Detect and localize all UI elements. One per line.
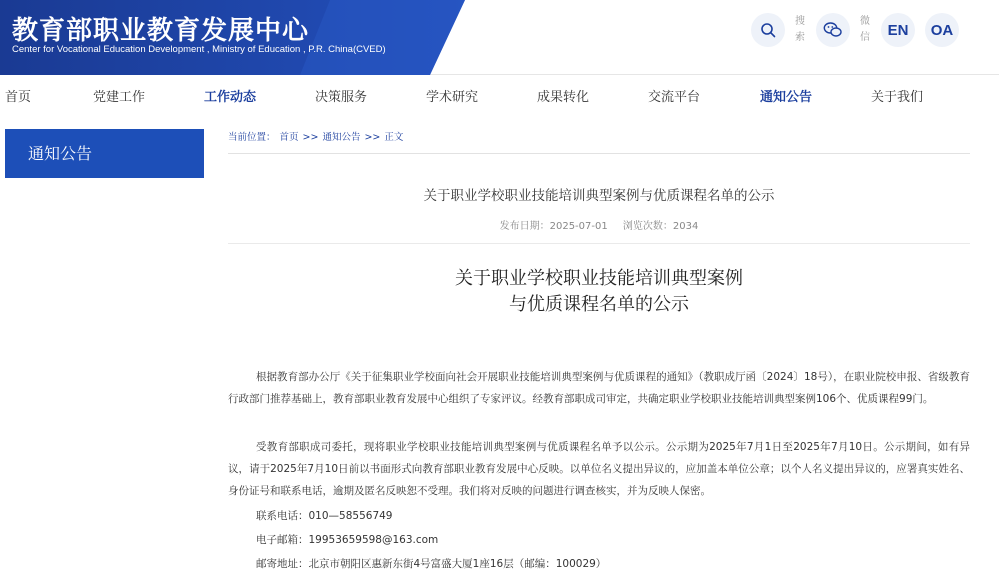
search-icon — [760, 22, 776, 38]
nav-item-work-news[interactable]: 工作动态 — [204, 90, 257, 105]
article-heading-line1: 关于职业学校职业技能培训典型案例 — [455, 268, 743, 289]
breadcrumb-separator: >> — [364, 132, 381, 143]
site-subtitle: Center for Vocational Education Development , Ministry of Education , P.R. China(CVED) — [12, 44, 386, 55]
nav-item-research[interactable]: 学术研究 — [426, 90, 479, 105]
wechat-icon — [823, 21, 843, 39]
oa-label: OA — [930, 21, 954, 39]
meta-divider — [228, 243, 970, 244]
article-title: 关于职业学校职业技能培训典型案例与优质课程名单的公示 — [423, 188, 775, 204]
wechat-label: 微信 — [860, 16, 870, 43]
breadcrumb-home[interactable]: 首页 — [279, 132, 299, 143]
search-label: 搜索 — [795, 16, 805, 43]
english-button[interactable] — [881, 13, 915, 47]
wechat-button[interactable] — [816, 13, 850, 47]
oa-button[interactable] — [925, 13, 959, 47]
nav-item-party[interactable]: 党建工作 — [93, 90, 146, 105]
article-heading — [228, 266, 970, 318]
site-header — [0, 0, 999, 75]
view-count: 浏览次数：2034 — [622, 221, 699, 232]
breadcrumb-current: 正文 — [384, 132, 404, 143]
nav-item-about[interactable]: 关于我们 — [871, 90, 924, 105]
nav-item-exchange[interactable]: 交流平台 — [648, 90, 701, 105]
article-paragraph: 受教育部职成司委托，现将职业学校职业技能培训典型案例与优质课程名单予以公示。公示期为2025年7月1日至2025年7月10日。公示期间，如有异议，请于2025年7月10日前以书面形式向教育部职业教育发展中心反映。以单位名义提出异议的，应加盖本单位公章；以个人名义提出异议的，应署真实姓名、身份证号和联系电话，逾期及匿名反映恕不受理。我们将对反映的问题进行调查核实，并为反映人保密。 — [228, 441, 970, 497]
breadcrumb-separator: >> — [302, 132, 319, 143]
contact-phone: 联系电话：010—58556749 — [256, 510, 393, 522]
site-title: 教育部职业教育发展中心 — [12, 16, 310, 46]
article-paragraph: 根据教育部办公厅《关于征集职业学校面向社会开展职业技能培训典型案例与优质课程的通知》（教职成厅函〔2024〕18号），在职业院校申报、省级教育行政部门推荐基础上，教育部职业教育发展中心组织了专家评议。经教育部职成司审定，共确定职业学校职业技能培训典型案例106个、优质课程99门。 — [228, 371, 970, 405]
english-label: EN — [887, 21, 909, 39]
search-button[interactable] — [751, 13, 785, 47]
sidebar-heading[interactable]: 通知公告 — [5, 129, 204, 178]
nav-item-achievements[interactable]: 成果转化 — [537, 90, 590, 105]
article-meta — [228, 217, 970, 232]
contact-address: 邮寄地址：北京市朝阳区惠新东街4号富盛大厦1座16层（邮编：100029） — [256, 558, 607, 570]
main-nav — [0, 76, 999, 114]
breadcrumb — [228, 129, 407, 143]
publish-date: 发布日期：2025-07-01 — [499, 221, 608, 232]
breadcrumb-divider — [228, 153, 970, 154]
breadcrumb-prefix: 当前位置： — [228, 132, 276, 143]
breadcrumb-section[interactable]: 通知公告 — [322, 132, 361, 143]
nav-item-notices[interactable]: 通知公告 — [760, 90, 813, 105]
nav-item-decision[interactable]: 决策服务 — [315, 90, 368, 105]
nav-item-home[interactable]: 首页 — [5, 90, 32, 105]
article-heading-line2: 与优质课程名单的公示 — [509, 294, 689, 315]
brand-banner[interactable] — [0, 0, 470, 75]
contact-email: 电子邮箱：19953659598@163.com — [256, 534, 439, 546]
